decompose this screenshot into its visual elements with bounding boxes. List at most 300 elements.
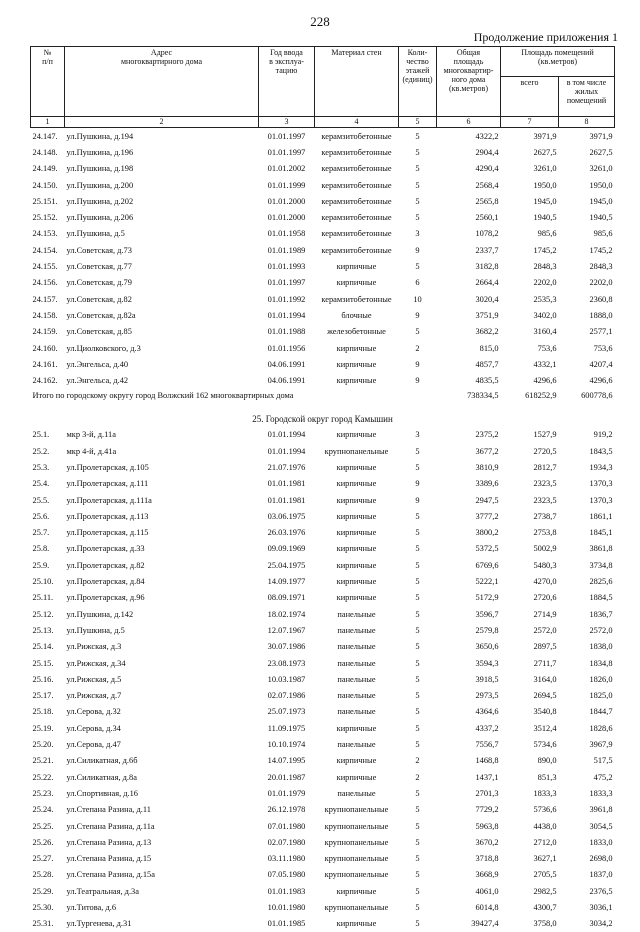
row-floors: 5	[415, 788, 420, 798]
table-row	[31, 291, 615, 307]
row-year: 01.01.1958	[267, 229, 306, 239]
row-floors: 5	[415, 723, 420, 733]
table-row	[31, 307, 615, 323]
table-row	[31, 736, 615, 752]
row-total-area: 5172,9	[475, 593, 499, 603]
row-premises-total: 5480,3	[533, 560, 557, 570]
row-address: ул.Пушкина, д.196	[66, 147, 134, 157]
row-premises-living: 1940,5	[589, 213, 613, 223]
row-address: ул.Советская, д.85	[66, 327, 132, 337]
row-premises-living: 2825,6	[589, 577, 613, 587]
row-address: ул.Спортивная, д.16	[66, 788, 138, 798]
row-year: 01.01.1993	[267, 262, 306, 272]
row-year: 08.09.1971	[267, 593, 306, 603]
row-premises-living: 3967,9	[589, 740, 613, 750]
row-material: кирпичные	[336, 560, 377, 570]
row-premises-total: 2202,0	[533, 278, 557, 288]
row-premises-total: 2714,9	[533, 609, 557, 619]
page-number: 228	[310, 14, 330, 29]
row-year: 02.07.1980	[267, 837, 306, 847]
row-premises-living: 2848,3	[589, 262, 613, 272]
row-premises-living: 1845,1	[589, 528, 613, 538]
row-number: 25.15.	[32, 658, 54, 668]
row-year: 25.04.1975	[267, 560, 306, 570]
header-floors: Коли- чество этажей (единиц)	[399, 47, 437, 117]
table-row	[31, 590, 615, 606]
row-material: керамзитобетонные	[321, 213, 392, 223]
row-total-area: 2560,1	[475, 213, 499, 223]
row-premises-living: 3054,5	[589, 821, 613, 831]
row-premises-living: 1945,0	[589, 196, 613, 206]
row-year: 25.07.1973	[267, 707, 306, 717]
row-year: 01.01.1979	[267, 788, 306, 798]
row-premises-total: 2848,3	[533, 262, 557, 272]
row-premises-total: 3402,0	[533, 310, 557, 320]
row-premises-living: 2360,8	[589, 294, 613, 304]
row-material: кирпичные	[336, 528, 377, 538]
column-number: 1	[31, 117, 65, 128]
row-address: ул.Степана Разина, д.15а	[66, 870, 155, 880]
row-floors: 5	[415, 544, 420, 554]
row-premises-living: 3034,2	[589, 919, 613, 929]
row-floors: 3	[415, 430, 420, 440]
row-premises-total: 4438,0	[533, 821, 557, 831]
row-address: ул.Силикатная, д.8а	[66, 772, 137, 782]
row-floors: 2	[415, 343, 420, 353]
row-number: 25.9.	[32, 560, 50, 570]
row-premises-living: 3261,0	[589, 164, 613, 174]
row-premises-living: 2202,0	[589, 278, 613, 288]
row-address: ул.Титова, д.6	[66, 903, 117, 912]
total-label: Итого по городскому округу город Волжский 162 многоквартирных дома	[32, 390, 294, 400]
row-year: 01.01.1981	[267, 479, 306, 489]
row-premises-total: 1527,9	[533, 430, 557, 440]
row-material: керамзитобетонные	[321, 229, 392, 239]
row-premises-total: 2627,5	[533, 147, 557, 157]
row-material: кирпичные	[336, 430, 377, 440]
row-year: 20.01.1987	[267, 772, 306, 782]
row-floors: 5	[415, 821, 420, 831]
row-year: 01.01.1994	[267, 446, 306, 456]
row-floors: 9	[415, 245, 420, 255]
row-floors: 9	[415, 310, 420, 320]
row-material: крупнопанельные	[324, 854, 389, 864]
row-number: 25.26.	[32, 837, 54, 847]
header-premises-total: всего	[501, 77, 559, 117]
row-total-area: 6014,8	[475, 903, 499, 912]
header-premises-area: Площадь помещений (кв.метров)	[501, 47, 615, 77]
row-floors: 5	[415, 446, 420, 456]
row-premises-total: 753,6	[537, 343, 557, 353]
row-floors: 5	[415, 919, 420, 929]
row-address: ул.Театральная, д.3а	[66, 886, 139, 896]
table-row	[31, 324, 615, 340]
row-address: ул.Энгельса, д.40	[66, 359, 129, 369]
column-number: 7	[501, 117, 559, 128]
row-floors: 5	[415, 131, 420, 141]
table-body-b	[31, 427, 615, 932]
row-material: крупнопанельные	[324, 837, 389, 847]
table-row	[31, 161, 615, 177]
row-total-area: 4835,5	[475, 376, 499, 386]
row-number: 25.19.	[32, 723, 54, 733]
row-address: ул.Советская, д.82а	[66, 310, 136, 320]
row-address: ул.Советская, д.77	[66, 262, 132, 272]
row-number: 24.161.	[32, 359, 58, 369]
table-row	[31, 818, 615, 834]
row-year: 03.11.1980	[267, 854, 306, 864]
row-address: ул.Пролетарская, д.96	[66, 593, 145, 603]
row-material: кирпичные	[336, 343, 377, 353]
row-premises-living: 3036,1	[589, 903, 613, 912]
row-total-area: 3668,9	[475, 870, 499, 880]
table-row	[31, 916, 615, 932]
row-year: 01.01.1956	[267, 343, 306, 353]
row-material: крупнопанельные	[324, 870, 389, 880]
row-year: 21.07.1976	[267, 462, 306, 472]
row-address: мкр 4-й, д.41а	[66, 446, 117, 456]
header-no: № п/п	[31, 47, 65, 117]
section-title: 25. Городской округ город Камышин	[252, 414, 393, 425]
row-total-area: 6769,6	[475, 560, 499, 570]
row-material: крупнопанельные	[324, 903, 389, 912]
table-row	[31, 655, 615, 671]
row-year: 11.09.1975	[267, 723, 306, 733]
row-premises-living: 517,5	[593, 756, 613, 766]
row-number: 25.5.	[32, 495, 50, 505]
row-floors: 5	[415, 560, 420, 570]
row-number: 25.4.	[32, 479, 50, 489]
table-row	[31, 258, 615, 274]
row-number: 24.153.	[32, 229, 58, 239]
row-floors: 5	[415, 837, 420, 847]
row-premises-total: 3261,0	[533, 164, 557, 174]
row-number: 25.27.	[32, 854, 54, 864]
row-address: ул.Степана Разина, д.11а	[66, 821, 155, 831]
total-block	[31, 389, 615, 427]
table-row	[31, 606, 615, 622]
row-address: ул.Советская, д.73	[66, 245, 132, 255]
row-premises-living: 1833,0	[589, 837, 613, 847]
row-premises-living: 1836,7	[589, 609, 613, 619]
row-year: 07.01.1980	[267, 821, 306, 831]
table-row	[31, 356, 615, 372]
row-number: 24.160.	[32, 343, 58, 353]
row-year: 14.07.1995	[267, 756, 306, 766]
table-row	[31, 769, 615, 785]
row-year: 26.12.1978	[267, 805, 306, 815]
row-floors: 5	[415, 740, 420, 750]
row-number: 24.150.	[32, 180, 58, 190]
row-premises-total: 985,6	[537, 229, 557, 239]
row-number: 25.3.	[32, 462, 50, 472]
row-address: ул.Советская, д.82	[66, 294, 132, 304]
row-number: 25.10.	[32, 577, 54, 587]
row-premises-living: 3971,9	[589, 131, 613, 141]
row-premises-living: 985,6	[593, 229, 613, 239]
row-floors: 9	[415, 495, 420, 505]
row-number: 25.23.	[32, 788, 54, 798]
row-total-area: 2701,3	[475, 788, 499, 798]
row-material: керамзитобетонные	[321, 245, 392, 255]
row-material: кирпичные	[336, 278, 377, 288]
table-body-a	[31, 128, 615, 389]
row-material: кирпичные	[336, 495, 377, 505]
row-material: панельные	[337, 658, 376, 668]
header-address: Адрес многоквартирного дома	[65, 47, 259, 117]
column-number: 6	[437, 117, 501, 128]
table-row	[31, 573, 615, 589]
row-floors: 5	[415, 180, 420, 190]
column-number-row	[31, 117, 615, 128]
column-number: 4	[315, 117, 399, 128]
row-premises-total: 2753,8	[533, 528, 557, 538]
row-total-area: 3596,7	[475, 609, 499, 619]
table-row	[31, 834, 615, 850]
row-material: кирпичные	[336, 593, 377, 603]
table-row	[31, 144, 615, 160]
row-floors: 5	[415, 609, 420, 619]
row-number: 24.154.	[32, 245, 58, 255]
row-total-area: 3670,2	[475, 837, 499, 847]
row-premises-total: 2812,7	[533, 462, 557, 472]
row-address: ул.Энгельса, д.42	[66, 376, 129, 386]
row-number: 24.159.	[32, 327, 58, 337]
row-address: ул.Циолковского, д.3	[66, 343, 141, 353]
row-premises-living: 1825,0	[589, 691, 613, 701]
total-living-sum: 600778,6	[581, 390, 613, 400]
row-year: 30.07.1986	[267, 642, 306, 652]
row-address: ул.Пролетарская, д.105	[66, 462, 149, 472]
row-total-area: 4290,4	[475, 164, 499, 174]
row-material: кирпичные	[336, 886, 377, 896]
row-year: 10.03.1987	[267, 674, 306, 684]
row-total-area: 5963,8	[475, 821, 499, 831]
row-floors: 2	[415, 772, 420, 782]
row-premises-living: 1934,3	[589, 462, 613, 472]
row-number: 25.1.	[32, 430, 50, 440]
row-total-area: 3777,2	[475, 511, 499, 521]
row-address: ул.Пролетарская, д.111а	[66, 495, 152, 505]
row-material: крупнопанельные	[324, 821, 389, 831]
row-material: кирпичные	[336, 359, 377, 369]
row-total-area: 2579,8	[475, 625, 499, 635]
row-number: 25.151.	[32, 196, 58, 206]
row-year: 01.01.1983	[267, 886, 306, 896]
row-premises-total: 3627,1	[533, 854, 557, 864]
row-number: 25.2.	[32, 446, 50, 456]
row-total-area: 7729,2	[475, 805, 499, 815]
table-row	[31, 802, 615, 818]
row-material: кирпичные	[336, 544, 377, 554]
row-address: ул.Пушкина, д.142	[66, 609, 134, 619]
row-premises-total: 2720,5	[533, 446, 557, 456]
table-row	[31, 275, 615, 291]
row-year: 04.06.1991	[267, 376, 306, 386]
row-address: ул.Рижская, д.7	[66, 691, 122, 701]
row-total-area: 4061,0	[475, 886, 499, 896]
table-row	[31, 688, 615, 704]
row-material: керамзитобетонные	[321, 131, 392, 141]
row-premises-total: 5736,6	[533, 805, 557, 815]
row-material: железобетонные	[327, 327, 386, 337]
housing-table	[30, 46, 615, 932]
row-year: 01.01.1994	[267, 310, 306, 320]
total-row	[31, 389, 615, 413]
row-material: кирпичные	[336, 262, 377, 272]
row-premises-living: 753,6	[593, 343, 613, 353]
row-year: 07.05.1980	[267, 870, 306, 880]
row-total-area: 2375,2	[475, 430, 499, 440]
row-number: 25.6.	[32, 511, 50, 521]
row-material: кирпичные	[336, 462, 377, 472]
row-number: 25.22.	[32, 772, 54, 782]
row-premises-living: 1837,0	[589, 870, 613, 880]
row-address: ул.Пушкина, д.206	[66, 213, 134, 223]
row-floors: 5	[415, 327, 420, 337]
row-floors: 5	[415, 691, 420, 701]
row-number: 24.156.	[32, 278, 58, 288]
row-address: мкр 3-й, д.11а	[66, 430, 116, 440]
row-total-area: 4364,6	[475, 707, 499, 717]
row-material: кирпичные	[336, 919, 377, 929]
row-material: кирпичные	[336, 376, 377, 386]
row-premises-total: 2720,6	[533, 593, 557, 603]
row-material: панельные	[337, 625, 376, 635]
row-material: кирпичные	[336, 772, 377, 782]
row-premises-living: 1844,7	[589, 707, 613, 717]
row-material: панельные	[337, 674, 376, 684]
row-number: 25.30.	[32, 903, 54, 912]
row-material: панельные	[337, 691, 376, 701]
row-premises-total: 5734,6	[533, 740, 557, 750]
row-material: панельные	[337, 740, 376, 750]
row-number: 25.11.	[32, 593, 54, 603]
row-total-area: 1437,1	[475, 772, 499, 782]
row-material: кирпичные	[336, 577, 377, 587]
table-row	[31, 785, 615, 801]
column-number: 3	[259, 117, 315, 128]
row-floors: 5	[415, 854, 420, 864]
row-material: керамзитобетонные	[321, 294, 392, 304]
row-floors: 5	[415, 262, 420, 272]
header-total-area: Общая площадь многоквартир- ного дома (кв.метров)	[437, 47, 501, 117]
row-material: керамзитобетонные	[321, 180, 392, 190]
row-floors: 5	[415, 674, 420, 684]
header-material: Материал стен	[315, 47, 399, 117]
row-number: 25.13.	[32, 625, 54, 635]
table-row	[31, 372, 615, 388]
row-address: ул.Советская, д.79	[66, 278, 132, 288]
table-row	[31, 427, 615, 443]
row-premises-total: 4300,7	[533, 903, 557, 912]
row-premises-total: 2711,7	[533, 658, 557, 668]
row-premises-total: 2323,5	[533, 495, 557, 505]
table-row	[31, 541, 615, 557]
row-floors: 9	[415, 376, 420, 386]
row-address: ул.Пролетарская, д.115	[66, 528, 149, 538]
row-address: ул.Степана Разина, д.15	[66, 854, 152, 864]
row-premises-living: 1745,2	[589, 245, 613, 255]
row-material: панельные	[337, 788, 376, 798]
row-material: кирпичные	[336, 756, 377, 766]
row-address: ул.Рижская, д.3	[66, 642, 122, 652]
row-premises-living: 1370,3	[589, 495, 613, 505]
table-row	[31, 720, 615, 736]
row-premises-living: 1884,5	[589, 593, 613, 603]
row-premises-total: 4296,6	[533, 376, 557, 386]
row-year: 02.07.1986	[267, 691, 306, 701]
row-floors: 5	[415, 805, 420, 815]
row-year: 01.01.2000	[267, 213, 306, 223]
row-number: 24.158.	[32, 310, 58, 320]
row-address: ул.Степана Разина, д.13	[66, 837, 152, 847]
row-number: 25.28.	[32, 870, 54, 880]
row-number: 25.29.	[32, 886, 54, 896]
row-floors: 3	[415, 229, 420, 239]
row-number: 25.152.	[32, 213, 58, 223]
row-year: 01.01.1997	[267, 278, 306, 288]
row-premises-living: 1950,0	[589, 180, 613, 190]
row-premises-living: 3961,8	[589, 805, 613, 815]
row-premises-living: 475,2	[593, 772, 613, 782]
row-premises-total: 3971,9	[533, 131, 557, 141]
row-total-area: 2973,5	[475, 691, 499, 701]
row-premises-living: 2376,5	[589, 886, 613, 896]
row-address: ул.Пушкина, д.202	[66, 196, 134, 206]
row-premises-total: 1940,5	[533, 213, 557, 223]
row-total-area: 5222,1	[475, 577, 499, 587]
row-premises-total: 5002,9	[533, 544, 557, 554]
total-area-sum: 738334,5	[467, 390, 499, 400]
row-address: ул.Серова, д.47	[66, 740, 121, 750]
row-year: 01.01.1989	[267, 245, 306, 255]
row-premises-living: 1370,3	[589, 479, 613, 489]
row-premises-total: 890,0	[537, 756, 557, 766]
table-row	[31, 883, 615, 899]
row-premises-total: 2712,0	[533, 837, 557, 847]
row-material: керамзитобетонные	[321, 147, 392, 157]
row-number: 25.20.	[32, 740, 54, 750]
row-year: 10.10.1974	[267, 740, 306, 750]
row-premises-total: 1950,0	[533, 180, 557, 190]
row-total-area: 2947,5	[475, 495, 499, 505]
row-premises-living: 1843,5	[589, 446, 613, 456]
row-address: ул.Пушкина, д.5	[66, 229, 125, 239]
row-material: блочные	[341, 310, 372, 320]
row-number: 24.149.	[32, 164, 58, 174]
row-premises-living: 2577,1	[589, 327, 613, 337]
row-total-area: 3677,2	[475, 446, 499, 456]
row-floors: 6	[415, 278, 420, 288]
row-premises-living: 4207,4	[589, 359, 613, 369]
row-address: ул.Пролетарская, д.113	[66, 511, 149, 521]
row-premises-total: 4332,1	[533, 359, 557, 369]
row-premises-living: 3734,8	[589, 560, 613, 570]
row-year: 01.01.2000	[267, 196, 306, 206]
row-number: 25.31.	[32, 919, 54, 929]
row-total-area: 3800,2	[475, 528, 499, 538]
row-year: 10.01.1980	[267, 903, 306, 912]
row-total-area: 2904,4	[475, 147, 499, 157]
row-total-area: 3389,6	[475, 479, 499, 489]
row-premises-total: 1945,0	[533, 196, 557, 206]
row-number: 24.147.	[32, 131, 58, 141]
row-number: 25.21.	[32, 756, 54, 766]
row-total-area: 3182,8	[475, 262, 499, 272]
row-address: ул.Серова, д.34	[66, 723, 121, 733]
row-premises-living: 2572,0	[589, 625, 613, 635]
